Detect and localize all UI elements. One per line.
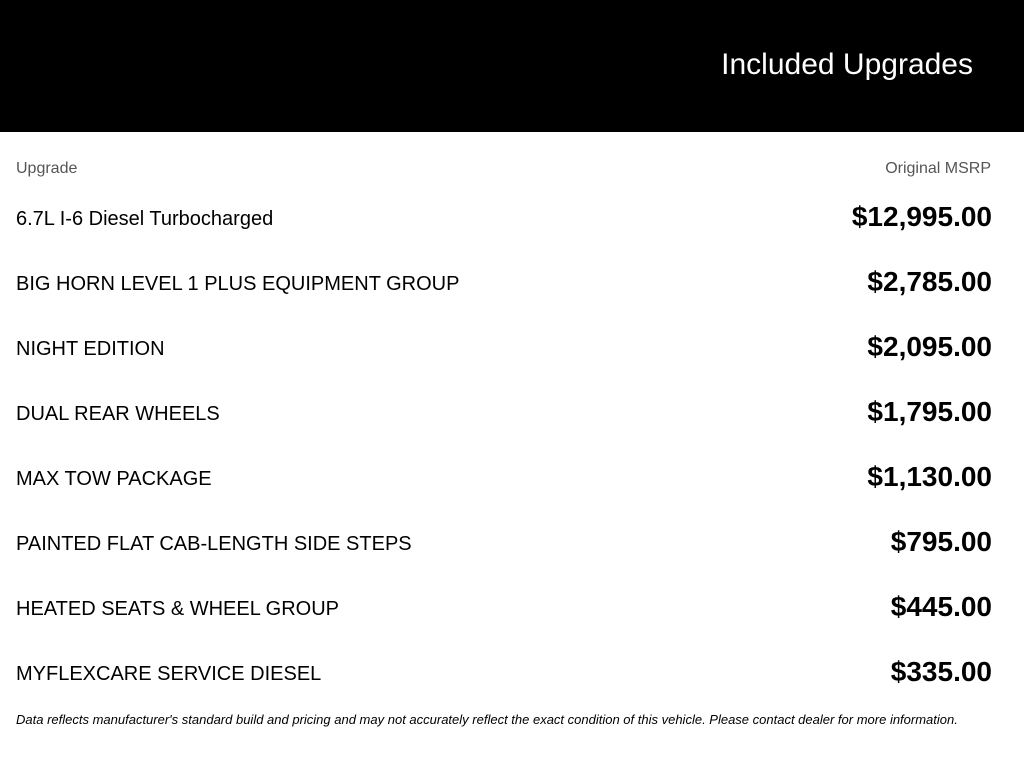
upgrade-price: $1,795.00 (867, 396, 992, 427)
upgrade-price: $795.00 (890, 526, 992, 557)
upgrade-name: NIGHT EDITION (16, 338, 165, 360)
table-row (16, 393, 992, 458)
upgrade-name: DUAL REAR WHEELS (16, 403, 220, 425)
table-body (16, 198, 992, 718)
table-row (16, 198, 992, 263)
upgrade-name: PAINTED FLAT CAB-LENGTH SIDE STEPS (16, 533, 412, 555)
upgrade-price: $1,130.00 (867, 461, 992, 492)
upgrade-price: $445.00 (890, 591, 992, 622)
upgrade-name: 6.7L I-6 Diesel Turbocharged (16, 208, 274, 230)
table-row (16, 653, 992, 718)
upgrade-price: $12,995.00 (851, 201, 992, 232)
disclaimer-text: Data reflects manufacturer's standard build and pricing and may not accurately reflect the exact condition of this vehicle. Please contact dealer for more information. (16, 712, 958, 727)
upgrade-price: $335.00 (890, 656, 992, 687)
table-row (16, 328, 992, 393)
column-header-upgrade: Upgrade (16, 160, 78, 177)
upgrade-name: BIG HORN LEVEL 1 PLUS EQUIPMENT GROUP (16, 273, 460, 295)
table-row (16, 263, 992, 328)
upgrade-name: MYFLEXCARE SERVICE DIESEL (16, 663, 322, 685)
table-row (16, 523, 992, 588)
page-title: Included Upgrades (721, 48, 973, 81)
upgrade-price: $2,095.00 (867, 331, 992, 362)
upgrade-name: HEATED SEATS & WHEEL GROUP (16, 598, 340, 620)
table-header (16, 160, 992, 180)
column-header-msrp: Original MSRP (885, 160, 991, 177)
upgrade-name: MAX TOW PACKAGE (16, 468, 212, 490)
table-row (16, 458, 992, 523)
header-banner (0, 0, 1024, 132)
upgrade-price: $2,785.00 (867, 266, 992, 297)
table-row (16, 588, 992, 653)
